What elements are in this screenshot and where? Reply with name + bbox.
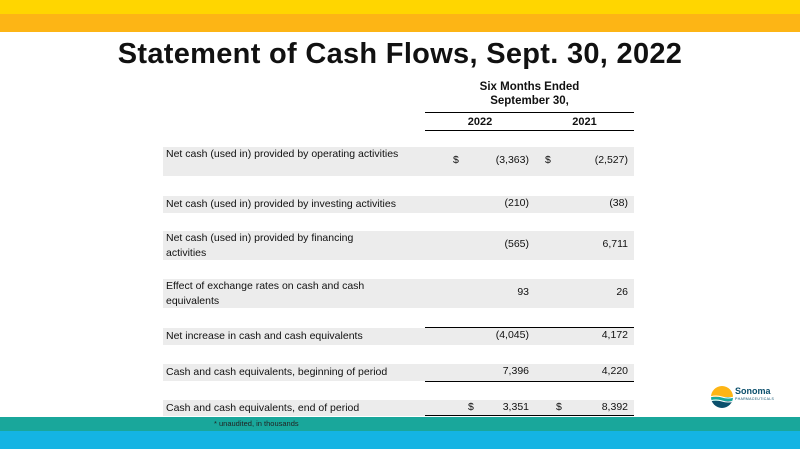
row-label: Net cash (used in) provided by financing activities — [166, 232, 354, 259]
top-yellow-band — [0, 0, 800, 14]
page-title: Statement of Cash Flows, Sept. 30, 2022 — [117, 38, 683, 70]
currency-symbol: $ — [556, 401, 562, 413]
period-header-rule — [425, 112, 634, 113]
value-2021: (38) — [609, 197, 628, 209]
column-header-2021: 2021 — [572, 116, 597, 128]
table-row — [163, 231, 634, 260]
bottom-teal-band — [0, 417, 800, 431]
logo-wordmark: Sonoma — [735, 386, 771, 396]
column-header-rule — [425, 130, 634, 131]
currency-symbol: $ — [453, 154, 459, 166]
bottom-blue-band — [0, 431, 800, 449]
value-2022: (4,045) — [495, 329, 529, 341]
value-2022: (3,363) — [495, 154, 529, 166]
sun-sea-logo-icon — [710, 385, 734, 409]
currency-symbol: $ — [468, 401, 474, 413]
table-row — [163, 400, 634, 416]
table-row — [163, 279, 634, 308]
row-label: Net cash (used in) provided by operating activities — [166, 148, 399, 160]
value-2021: 8,392 — [601, 401, 628, 413]
logo-tagline: PHARMACEUTICALS — [735, 397, 775, 401]
period-header-line2: September 30, — [490, 95, 569, 107]
row-label: Effect of exchange rates on cash and cash equivalents — [166, 280, 365, 307]
footnote: * unaudited, in thousands — [214, 419, 299, 428]
period-header — [425, 80, 634, 108]
top-orange-band — [0, 14, 800, 32]
value-2022: (210) — [504, 197, 529, 209]
table-row — [163, 328, 634, 345]
row-label: Net cash (used in) provided by investing activities — [166, 198, 396, 210]
value-2021: (2,527) — [594, 154, 628, 166]
row-label: Cash and cash equivalents, beginning of period — [166, 366, 388, 378]
value-2021: 4,172 — [601, 329, 628, 341]
value-2022: 3,351 — [502, 401, 529, 413]
table-row — [163, 147, 634, 176]
table-row — [163, 364, 634, 381]
currency-symbol: $ — [545, 154, 551, 166]
value-2022: 93 — [517, 286, 529, 298]
subtotal-rule — [425, 381, 634, 382]
company-logo — [708, 382, 774, 412]
table-row — [163, 196, 634, 213]
value-2021: 26 — [616, 286, 628, 298]
value-2022: (565) — [504, 238, 529, 250]
value-2022: 7,396 — [502, 365, 529, 377]
row-label: Net increase in cash and cash equivalents — [166, 330, 363, 342]
column-header-2022: 2022 — [467, 116, 493, 128]
value-2021: 6,711 — [602, 238, 628, 250]
row-label: Cash and cash equivalents, end of period — [166, 402, 360, 414]
value-2021: 4,220 — [601, 365, 628, 377]
period-header-line1: Six Months Ended — [479, 81, 580, 93]
